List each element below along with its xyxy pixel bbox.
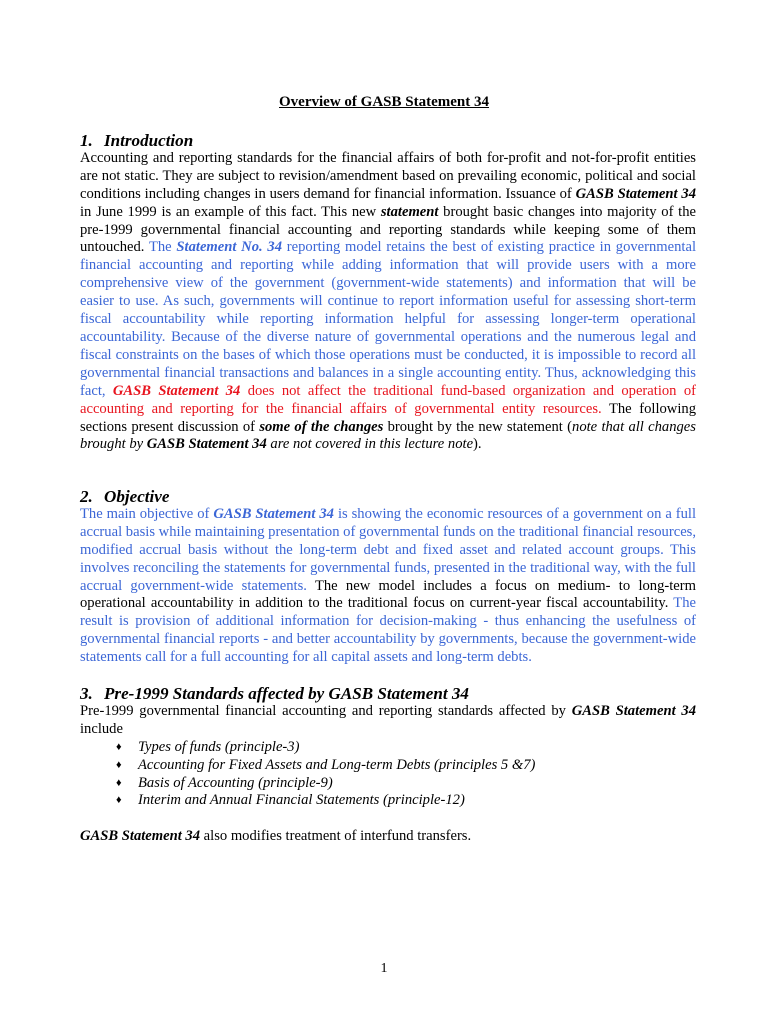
closing-sentence [80, 828, 696, 846]
page-number: 1 [380, 961, 388, 976]
text-run: GASB Statement 34 [80, 828, 201, 845]
text-run: GASB Statement 34 [575, 185, 697, 202]
diamond-bullet-icon: ♦ [116, 776, 122, 789]
list-item: ♦ Types of funds (principle-3) [116, 738, 300, 755]
affected-standards-list [80, 739, 696, 811]
text-run: The main objective of [80, 505, 214, 522]
section-number: 3. [80, 684, 93, 703]
text-run: also modifies treatment of interfund transfers. [200, 828, 472, 845]
diamond-bullet-icon: ♦ [116, 758, 122, 771]
text-run: in June 1999 is an example of this fact. This new [80, 203, 381, 220]
section-title: Objective [104, 487, 170, 506]
text-run: GASB Statement 34 [213, 505, 334, 522]
section-number: 1. [80, 131, 93, 150]
text-run: include [80, 720, 123, 737]
text-run: is showing the economic resources of a government on a full accrual basis while maintaining presentation of governmental funds on the traditional financial resources, modified accrual basis without the long-term debt and fixed asset and related account groups. This involves reconciling the statements for governmental funds, presented in the traditional way, with the full accrual government-wide statements. [80, 505, 697, 594]
text-run: GASB Statement 34 [112, 382, 241, 399]
text-run: some of the changes [259, 418, 384, 435]
text-run: are not covered in this lecture note [266, 436, 474, 453]
text-run: ). [473, 436, 482, 453]
section-body [80, 150, 696, 454]
section-pre-1999-standards [80, 685, 696, 846]
text-run: GASB Statement 34 [146, 436, 267, 453]
text-run: reporting model retains the best of existing practice in governmental financial accounting and reporting while adding information that will provide users with a more comprehensive view of the government (government-wide statements) and information that will be easier to use. As such, governments will continue to report information useful for assessing short-term fiscal accountability while reporting information helpful for assessing longer-term operational accountability. Because of the diverse nature of governmental operations and the numerous legal and fiscal constraints on the bases of which those operations must be conducted, it is impossible to record all governmental financial transactions and balances in a single accounting entity. Thus, acknowledging this fact, [80, 239, 697, 399]
text-run: Statement No. 34 [176, 239, 283, 256]
text-run: The following sections present discussion of [80, 400, 696, 435]
section-objective [80, 488, 696, 667]
text-run: GASB Statement 34 [571, 702, 696, 719]
section-introduction [80, 132, 696, 454]
text-run: The new model includes a focus on medium- to long-term operational accountability in addition to the traditional focus on current-year fiscal accountability. [80, 577, 696, 612]
diamond-bullet-icon: ♦ [116, 794, 122, 807]
section-body [80, 703, 696, 739]
section-body [80, 506, 696, 667]
section-heading [80, 488, 696, 506]
text-run: Pre-1999 governmental financial accounting and reporting standards affected by [80, 702, 572, 719]
list-item: ♦ Accounting for Fixed Assets and Long-term Debts (principles 5 &7) [116, 756, 536, 773]
text-run: note that all changes brought by [80, 418, 696, 453]
text-run: brought by the new statement ( [383, 418, 573, 435]
text-run: The result is provision of additional information for decision-making - thus enhancing the usefulness of governmental financial reports - and better accountability by governments, because the government-wide statements call for a full accounting for all capital assets and long-term debts. [80, 595, 696, 666]
section-title: Pre-1999 Standards affected by GASB Statement 34 [104, 684, 469, 703]
diamond-bullet-icon: ♦ [116, 740, 122, 753]
text-run: does not affect the traditional fund-based organization and operation of accounting and reporting for the financial affairs of governmental entity resources. [80, 382, 696, 417]
list-item: ♦ Basis of Accounting (principle-9) [116, 774, 333, 791]
section-number: 2. [80, 487, 93, 506]
section-heading [80, 132, 696, 150]
text-run: brought basic changes into majority of the pre-1999 governmental financial accounting and reporting standards while keeping some of them untouched. [80, 203, 696, 256]
section-heading [80, 685, 696, 703]
text-run: The [148, 239, 177, 256]
text-run: Accounting and reporting standards for the financial affairs of both for-profit and not-for-profit entities are not static. They are subject to revision/amendment based on prevailing economic, political and social conditions including changes in users demand for financial information. Issuance of [80, 149, 696, 202]
text-run: statement [380, 203, 439, 220]
section-title: Introduction [104, 131, 194, 150]
list-item: ♦ Interim and Annual Financial Statements (principle-12) [116, 792, 465, 809]
document-title: Overview of GASB Statement 34 [279, 94, 489, 110]
